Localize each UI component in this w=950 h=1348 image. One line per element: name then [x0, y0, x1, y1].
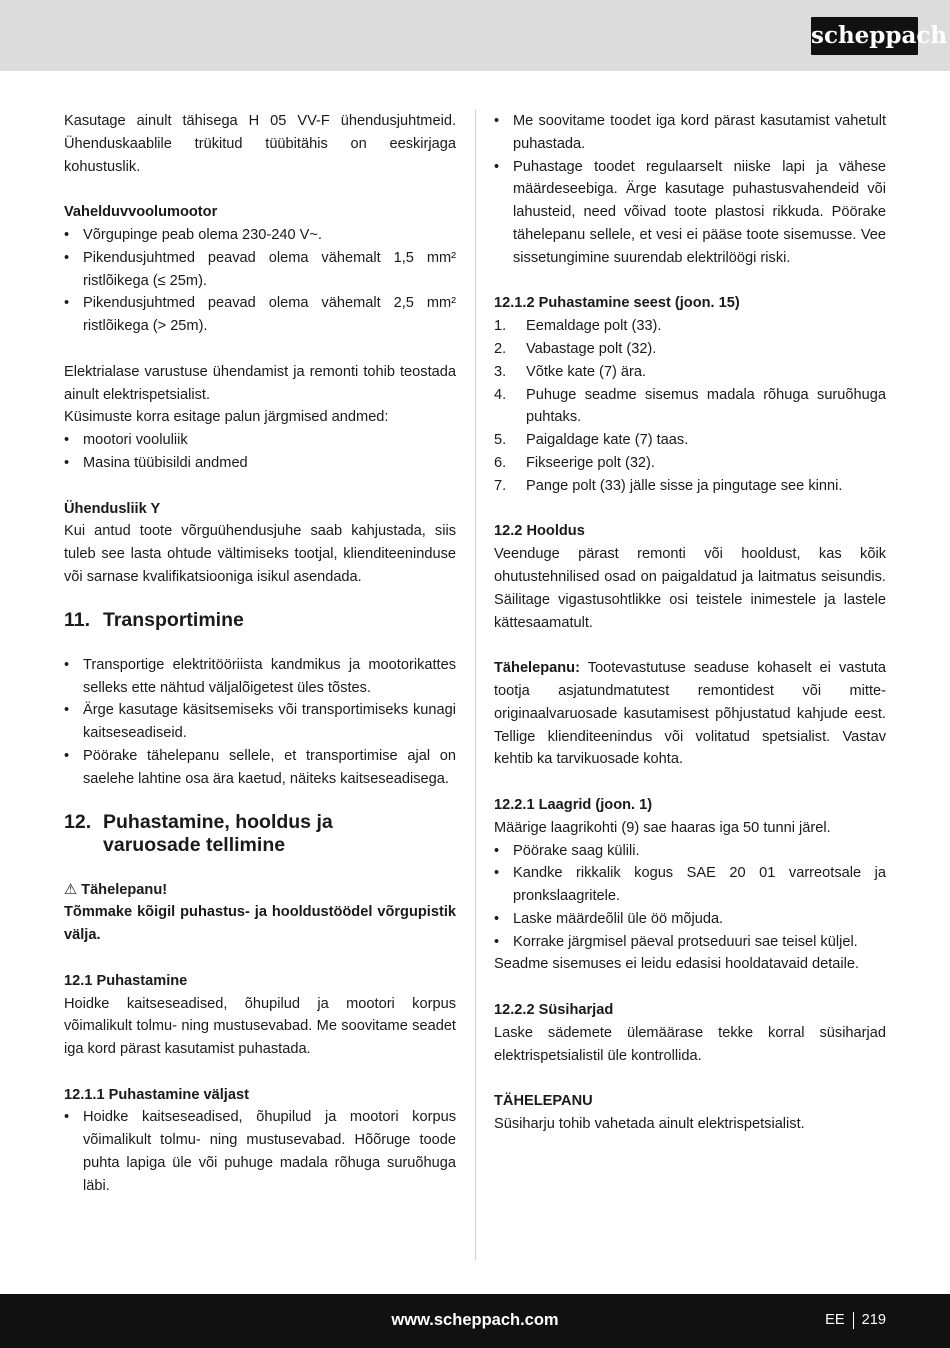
- internal-cleaning-steps: [494, 315, 886, 497]
- bearings-list: [494, 840, 886, 954]
- note-paragraph: [494, 657, 886, 771]
- section-title: [103, 811, 333, 857]
- ac-motor-list: [64, 224, 456, 338]
- caution-text: Süsiharju tohib vahetada ainult elektrispetsialist.: [494, 1116, 805, 1133]
- subsection-heading: 12.1.1 Puhastamine väljast: [64, 1086, 249, 1103]
- list-item: [494, 452, 886, 475]
- list-item: • mootori vooluliik: [64, 429, 456, 452]
- connection-y-text: Kui antud toote võrguühendusjuhe saab kahjustada, siis tuleb see lasta ohtude vältimiseks tootjal, klienditeeninduse või sarnase kvalifikatsiooniga isikul asendada.: [64, 523, 456, 585]
- subsection-heading: 12.2 Hooldus: [494, 523, 585, 540]
- section-12-heading: [64, 811, 456, 857]
- step-text: Võtke kate (7) ära.: [526, 363, 647, 380]
- caution-heading: TÄHELEPANU: [494, 1093, 593, 1110]
- step-text: Fikseerige polt (32).: [526, 454, 655, 471]
- list-item: • Ärge kasutage käsitsemiseks või transportimiseks kunagi kaitseseadiseid.: [64, 699, 456, 745]
- transport-list: [64, 654, 456, 791]
- step-text: Pange polt (33) jälle sisse ja pingutage see kinni.: [526, 477, 843, 494]
- section-number: 12.: [64, 810, 92, 833]
- list-item: • Võrgupinge peab olema 230-240 V~.: [64, 224, 456, 247]
- page-indicator: [825, 1309, 886, 1331]
- step-number: 1.: [494, 318, 507, 335]
- step-text: Eemaldage polt (33).: [526, 318, 662, 335]
- step-text: Puhuge seadme sisemus madala rõhuga suruõhuga puhtaks.: [526, 386, 886, 426]
- bearings-text: Määrige laagrikohti (9) sae haaras iga 50 tunni järel.: [494, 819, 831, 836]
- bearings-after-text: Seadme sisemuses ei leidu edasisi hooldatavaid detaile.: [494, 956, 860, 973]
- step-text: Paigaldage kate (7) taas.: [526, 432, 689, 449]
- page-number: 219: [861, 1312, 886, 1328]
- page-separator: [853, 1312, 854, 1329]
- list-item: • Hoidke kaitseseadised, õhupilud ja mootori korpus võimalikult tolmu- ning mustusevabad. Hõõruge toode puhta lapiga üle või puhuge madala rõhuga suruõhuga läbi.: [64, 1106, 456, 1197]
- maintenance-text: Veenduge pärast remonti või hooldust, kas kõik ohutustehnilised osad on paigaldatud ja laitmatus seisundis. Säilitage vigastusohtlikke osi teistele inimestele ja lastele kättesaamatult.: [494, 546, 886, 631]
- subsection-heading: 12.1 Puhastamine: [64, 972, 188, 989]
- list-item: [494, 361, 886, 384]
- ac-motor-heading: Vahelduvvoolumootor: [64, 204, 218, 221]
- electrical-list: [64, 429, 456, 475]
- list-item: • Pöörake tähelepanu sellele, et transportimise ajal on saelehe lahtine osa ära kaetud, näiteks kaitseseadisega.: [64, 745, 456, 791]
- list-item: • Transportige elektritööriista kandmikus ja mootorikattes selleks ette nähtud väljalõigetest üles tõstes.: [64, 654, 456, 700]
- left-column: [64, 110, 456, 1198]
- list-item: • Puhastage toodet regulaarselt niiske lapi ja vähese määrdeseebiga. Ärge kasutage puhastusvahendeid või lahusteid, need võivad toote plastosi rikkuda. Pöörake tähelepanu sellele, et vesi ei pääse toote sisemusse. Vee sissetungimine suurendab elektrilöögi riski.: [494, 156, 886, 270]
- list-item: • Pöörake saag külili.: [494, 840, 886, 863]
- header-band: [0, 0, 950, 71]
- section-title-line: Puhastamine, hooldus ja: [103, 810, 333, 833]
- subsection-heading: 12.2.1 Laagrid (joon. 1): [494, 796, 653, 813]
- column-divider: [475, 110, 476, 1260]
- step-number: 3.: [494, 363, 507, 380]
- external-cleaning-list: [64, 1106, 456, 1197]
- list-item: • Pikendusjuhtmed peavad olema vähemalt 2,5 mm² ristlõikega (> 25m).: [64, 292, 456, 338]
- cable-intro: Kasutage ainult tähisega H 05 VV-F ühendusjuhtmeid. Ühenduskaablile trükitud tüübitähis on eeskirjaga kohustuslik.: [64, 113, 456, 175]
- step-number: 6.: [494, 454, 507, 471]
- list-item: [494, 384, 886, 430]
- step-number: 7.: [494, 477, 507, 494]
- section-11-heading: [64, 609, 456, 632]
- warning-label-line: [64, 879, 456, 902]
- list-item: [494, 429, 886, 452]
- cleaning-text: Hoidke kaitseseadised, õhupilud ja mootori korpus võimalikult tolmu- ning mustusevabad. Me soovitame seadet iga kord pärast kasutamist puhastada.: [64, 995, 456, 1058]
- language-code: EE: [825, 1312, 845, 1328]
- list-item: • Pikendusjuhtmed peavad olema vähemalt 1,5 mm² ristlõikega (≤ 25m).: [64, 247, 456, 293]
- right-column: [494, 110, 886, 1136]
- warning-icon: ⚠: [64, 881, 78, 898]
- step-number: 2.: [494, 340, 507, 357]
- list-item: • Kandke rikkalik kogus SAE 20 01 varreotsale ja pronkslaagritele.: [494, 862, 886, 908]
- footer-url: www.scheppach.com: [391, 1311, 559, 1329]
- step-number: 5.: [494, 432, 507, 449]
- list-item: [494, 315, 886, 338]
- section-title: Transportimine: [103, 608, 244, 631]
- list-item: [494, 475, 886, 498]
- list-item: • Laske määrdeõlil üle öö mõjuda.: [494, 908, 886, 931]
- note-text: Tootevastutuse seaduse kohaselt ei vastuta tootja asjatundmatutest remontidest või mitte-originaalvaruosade kasutamisest põhjustatud kahjude eest. Tellige klienditeenindus või volitatud spetsialist. Vastav kehtib ka tarvikuosade kohta.: [494, 660, 886, 768]
- step-number: 4.: [494, 386, 507, 403]
- section-title-line: varuosade tellimine: [103, 833, 286, 856]
- subsection-heading: 12.1.2 Puhastamine seest (joon. 15): [494, 295, 740, 312]
- step-text: Vabastage polt (32).: [526, 340, 657, 357]
- footer-band: [0, 1294, 950, 1348]
- subsection-heading: 12.2.2 Süsiharjad: [494, 1002, 614, 1019]
- list-item: • Me soovitame toodet iga kord pärast kasutamist vahetult puhastada.: [494, 110, 886, 156]
- electrical-paragraph: Elektrialase varustuse ühendamist ja remonti tohib teostada ainult elektrispetsialist.: [64, 363, 456, 403]
- electrical-paragraph-2: Küsimuste korra esitage palun järgmised andmed:: [64, 409, 389, 426]
- warning-label: Tähelepanu!: [81, 881, 168, 898]
- list-item: • Korrake järgmisel päeval protseduuri sae teisel küljel.: [494, 931, 886, 954]
- brand-logo: scheppach: [811, 17, 918, 55]
- section-number: 11.: [64, 608, 91, 631]
- brushes-text: Laske sädemete ülemäärase tekke korral süsiharjad elektrispetsialistil üle kontrollida.: [494, 1024, 886, 1064]
- connection-y-heading: Ühendusliik Y: [64, 500, 161, 517]
- cleaning-tips-list: [494, 110, 886, 270]
- list-item: • Masina tüübisildi andmed: [64, 452, 456, 475]
- warning-text: Tõmmake kõigil puhastus- ja hooldustöödel võrgupistik välja.: [64, 904, 456, 944]
- list-item: [494, 338, 886, 361]
- note-label: Tähelepanu:: [494, 660, 580, 677]
